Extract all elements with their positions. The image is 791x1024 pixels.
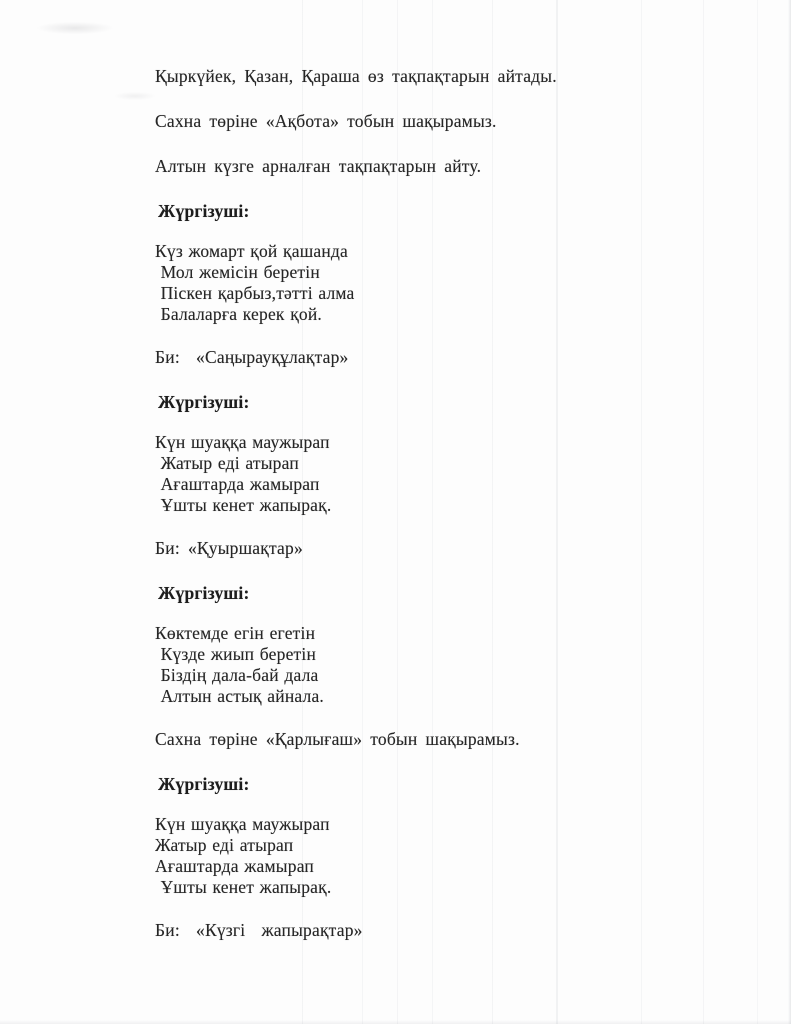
poem-line: Ұшты кенет жапырақ. [155, 495, 332, 515]
poem-line: Күн шуаққа маужырап [155, 432, 330, 452]
poem-line: Жатыр еді атырап [155, 453, 299, 473]
poem-stanza [155, 241, 625, 325]
poem-line: Балаларға керек қой. [155, 304, 322, 324]
speaker-heading: Жүргізуші: [158, 774, 250, 794]
dance-line: Би: «Саңырауқұлақтар» [155, 347, 349, 367]
speaker-heading: Жүргізуші: [158, 201, 250, 221]
poem-line: Күн шуаққа маужырап [155, 814, 330, 834]
poem-line: Мол жемісін беретін [155, 262, 320, 282]
poem-line: Күз жомарт қой қашанда [155, 241, 348, 261]
poem-line: Алтын астық айнала. [155, 686, 325, 706]
text-column [155, 66, 625, 965]
intro-line: Қыркүйек, Қазан, Қараша өз тақпақтарын айтады. [155, 66, 557, 86]
dance-line: Би: «Қуыршақтар» [155, 538, 303, 558]
speaker-heading: Жүргізуші: [158, 583, 250, 603]
dance-line: Би: «Күзгі жапырақтар» [155, 920, 363, 940]
stage-call-line: Сахна төріне «Қарлығаш» тобын шақырамыз. [155, 729, 520, 749]
poem-line: Біздің дала-бай дала [155, 665, 319, 685]
stage-call-line: Сахна төріне «Ақбота» тобын шақырамыз. [155, 111, 497, 131]
poem-line: Ағаштарда жамырап [155, 474, 320, 494]
poem-line: Күзде жиып беретін [155, 644, 317, 664]
poem-line: Ағаштарда жамырап [155, 856, 314, 876]
poem-stanza [155, 432, 625, 516]
poem-line: Көктемде егін егетін [155, 623, 316, 643]
poem-stanza [155, 814, 625, 898]
speaker-heading: Жүргізуші: [158, 392, 250, 412]
poem-line: Жатыр еді атырап [155, 835, 294, 855]
poem-line: Ұшты кенет жапырақ. [155, 877, 332, 897]
poem-line: Піскен қарбыз,тәтті алма [155, 283, 355, 303]
recital-line: Алтын күзге арналған тақпақтарын айту. [155, 156, 482, 176]
poem-stanza [155, 623, 625, 707]
